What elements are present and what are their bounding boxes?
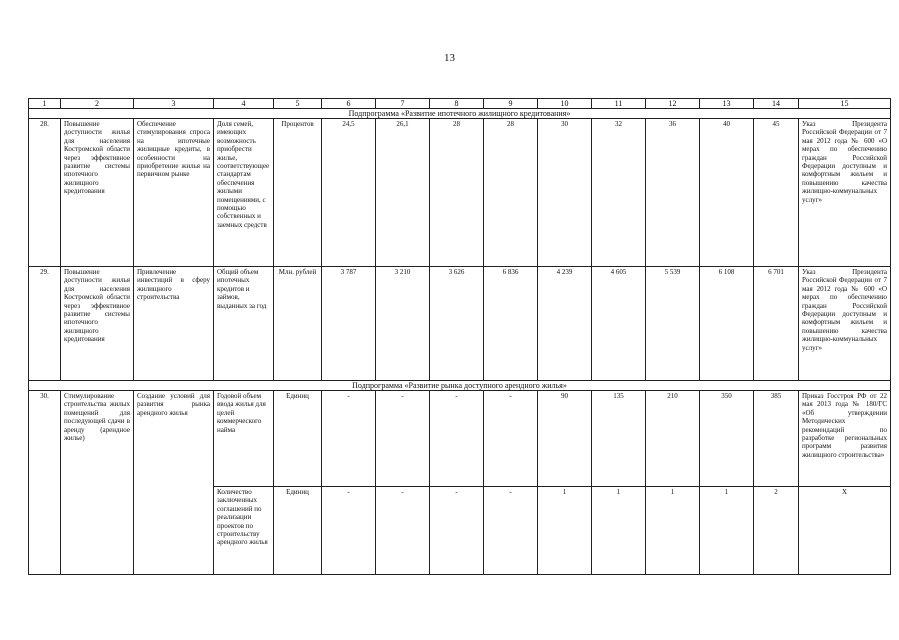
section-title-mortgage: Подпрограмма «Развитие ипотечного жилищного кредитования»: [29, 109, 891, 119]
value-cell: -: [430, 487, 484, 575]
col-header: 14: [754, 99, 799, 109]
unit-cell: Процентов: [274, 119, 322, 267]
value-cell: 3 210: [376, 267, 430, 381]
col-header: 3: [134, 99, 214, 109]
table-row: [29, 391, 891, 487]
indicator-cell: Годовой объем ввода жилья для целей коммерческого найма: [214, 391, 274, 487]
value-cell: 28: [484, 119, 538, 267]
value-cell: 2: [754, 487, 799, 575]
value-cell: -: [484, 487, 538, 575]
task-cell: Обеспечение стимулирования спроса на ипотечные жилищные кредиты, в особенности на приобретение жилья на первичном рынке: [134, 119, 214, 267]
col-header: 6: [322, 99, 376, 109]
value-cell: 210: [646, 391, 700, 487]
value-cell: 6 701: [754, 267, 799, 381]
value-cell: -: [322, 391, 376, 487]
goal-cell: Повышение доступности жилья для населения Костромской области через эффективное развитие системы ипотечного жилищного кредитования: [61, 267, 134, 381]
unit-cell: Единиц: [274, 487, 322, 575]
value-cell: 3 626: [430, 267, 484, 381]
col-header: 15: [799, 99, 891, 109]
value-cell: -: [376, 487, 430, 575]
table-row: [29, 267, 891, 381]
value-cell: 40: [700, 119, 754, 267]
col-header: 5: [274, 99, 322, 109]
unit-cell: Млн. рублей: [274, 267, 322, 381]
value-cell: 30: [538, 119, 592, 267]
col-header: 10: [538, 99, 592, 109]
section-row: [29, 109, 891, 119]
task-cell: Привлечение инвестиций в сферу жилищного строительства: [134, 267, 214, 381]
col-header: 9: [484, 99, 538, 109]
indicator-cell: Общий объем ипотечных кредитов и займов, выданных за год: [214, 267, 274, 381]
row-number: 28.: [29, 119, 61, 267]
value-cell: -: [484, 391, 538, 487]
value-cell: 4 239: [538, 267, 592, 381]
value-cell: 4 605: [592, 267, 646, 381]
source-cell: Приказ Госстроя РФ от 22 мая 2013 года № 180/ГС «Об утверждении Методических рекомендаций по разработке региональных программ развития жилищного строительства»: [799, 391, 891, 487]
unit-cell: Единиц: [274, 391, 322, 487]
source-cell: Указ Президента Российской Федерации от 7 мая 2012 года № 600 «О мерах по обеспечению граждан Российской Федерации доступным и комфортным жильем и повышению качества жилищно-коммунальных услуг»: [799, 267, 891, 381]
value-cell: 135: [592, 391, 646, 487]
value-cell: 1: [700, 487, 754, 575]
value-cell: -: [322, 487, 376, 575]
row-number: 30.: [29, 391, 61, 575]
col-header: 4: [214, 99, 274, 109]
value-cell: 32: [592, 119, 646, 267]
col-header: 1: [29, 99, 61, 109]
col-header: 12: [646, 99, 700, 109]
value-cell: 45: [754, 119, 799, 267]
goal-cell: Повышение доступности жилья для населения Костромской области через эффективное развитие системы ипотечного жилищного кредитования: [61, 119, 134, 267]
row-number: 29.: [29, 267, 61, 381]
task-cell: Создание условий для развития рынка арендного жилья: [134, 391, 214, 575]
col-header: 11: [592, 99, 646, 109]
col-header: 13: [700, 99, 754, 109]
value-cell: -: [376, 391, 430, 487]
section-row: [29, 381, 891, 391]
value-cell: 26,1: [376, 119, 430, 267]
value-cell: 385: [754, 391, 799, 487]
table-row: [29, 119, 891, 267]
header-row: [29, 99, 891, 109]
col-header: 8: [430, 99, 484, 109]
value-cell: 1: [646, 487, 700, 575]
value-cell: 6 836: [484, 267, 538, 381]
value-cell: 6 108: [700, 267, 754, 381]
page-number: 13: [444, 52, 455, 64]
indicator-cell: Доля семей, имеющих возможность приобрести жилье, соответствующее стандартам обеспечения жилыми помещениями, с помощью собственных и заемных средств: [214, 119, 274, 267]
value-cell: 1: [592, 487, 646, 575]
source-cell: Х: [799, 487, 891, 575]
value-cell: 3 787: [322, 267, 376, 381]
col-header: 2: [61, 99, 134, 109]
value-cell: 24,5: [322, 119, 376, 267]
value-cell: 350: [700, 391, 754, 487]
col-header: 7: [376, 99, 430, 109]
indicators-table: [28, 98, 891, 575]
value-cell: 1: [538, 487, 592, 575]
value-cell: 90: [538, 391, 592, 487]
goal-cell: Стимулирование строительства жилых помещений для последующей сдачи в аренду (арендное жилье): [61, 391, 134, 575]
section-title-rental: Подпрограмма «Развитие рынка доступного арендного жилья»: [29, 381, 891, 391]
value-cell: 28: [430, 119, 484, 267]
indicator-cell: Количество заключенных соглашений по реализации проектов по строительству арендного жилья: [214, 487, 274, 575]
source-cell: Указ Президента Российской Федерации от 7 мая 2012 года № 600 «О мерах по обеспечению граждан Российской Федерации доступным и комфортным жильем и повышению качества жилищно-коммунальных услуг»: [799, 119, 891, 267]
value-cell: 5 539: [646, 267, 700, 381]
value-cell: -: [430, 391, 484, 487]
value-cell: 36: [646, 119, 700, 267]
